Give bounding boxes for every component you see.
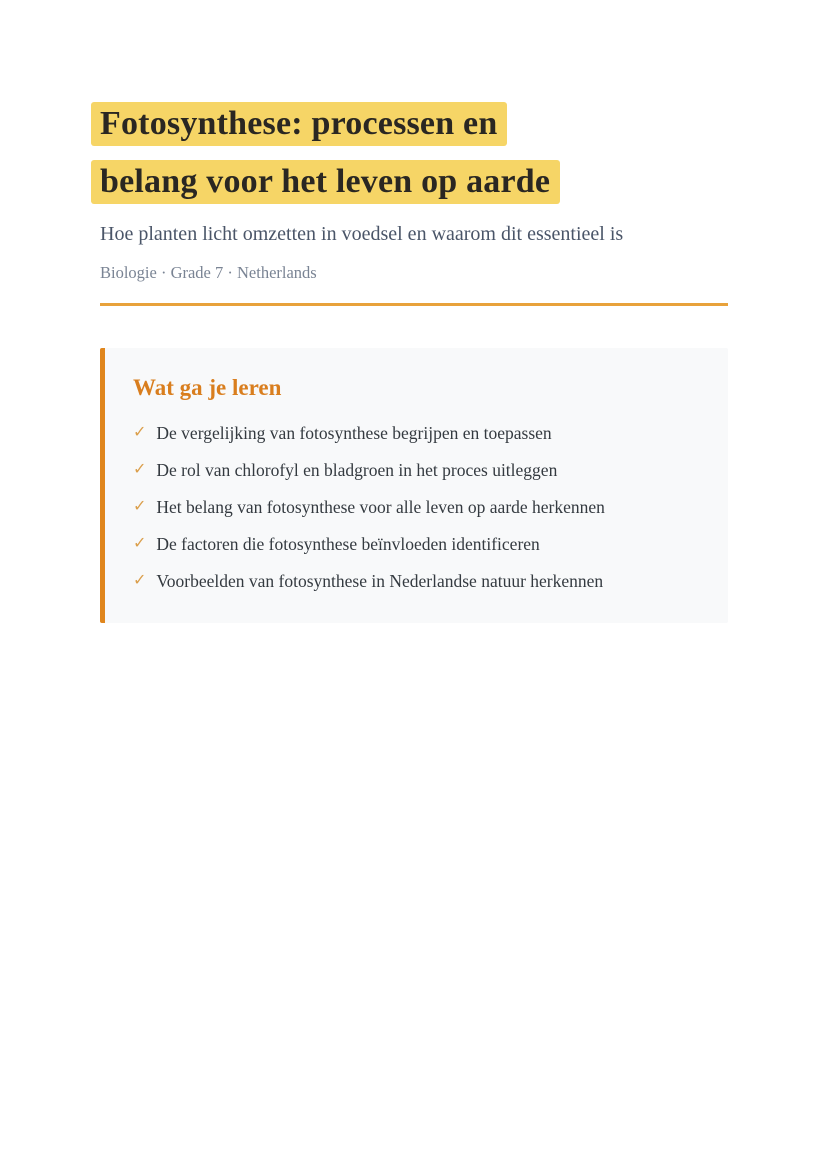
lesson-meta: Biologie · Grade 7 · Netherlands [100,263,317,282]
list-item [133,532,700,556]
list-item [133,569,700,593]
page-title-line-1 [100,102,728,146]
objective-text: Het belang van fotosynthese voor alle leven op aarde herkennen [156,497,605,517]
learning-objectives-heading: Wat ga je leren [133,375,282,400]
list-item [133,458,700,482]
checkmark-icon: ✓ [133,461,147,478]
title-highlight: belang voor het leven op aarde [91,160,560,204]
page-title-line-2 [100,160,728,204]
objective-text: De vergelijking van fotosynthese begrijpen en toepassen [156,423,552,443]
page-title [100,102,728,204]
checkmark-icon: ✓ [133,572,147,589]
learning-objectives-card [100,348,728,623]
title-highlight: Fotosynthese: processen en [91,102,507,146]
checkmark-icon: ✓ [133,498,147,515]
list-item [133,421,700,445]
objective-text: De factoren die fotosynthese beïnvloeden identificeren [156,534,540,554]
section-divider [100,303,728,306]
learning-objectives-list [133,421,700,593]
objective-text: Voorbeelden van fotosynthese in Nederlandse natuur herkennen [156,571,604,591]
list-item [133,495,700,519]
objective-text: De rol van chlorofyl en bladgroen in het proces uitleggen [156,460,558,480]
checkmark-icon: ✓ [133,424,147,441]
page-subtitle: Hoe planten licht omzetten in voedsel en waarom dit essentieel is [100,223,624,245]
checkmark-icon: ✓ [133,535,147,552]
